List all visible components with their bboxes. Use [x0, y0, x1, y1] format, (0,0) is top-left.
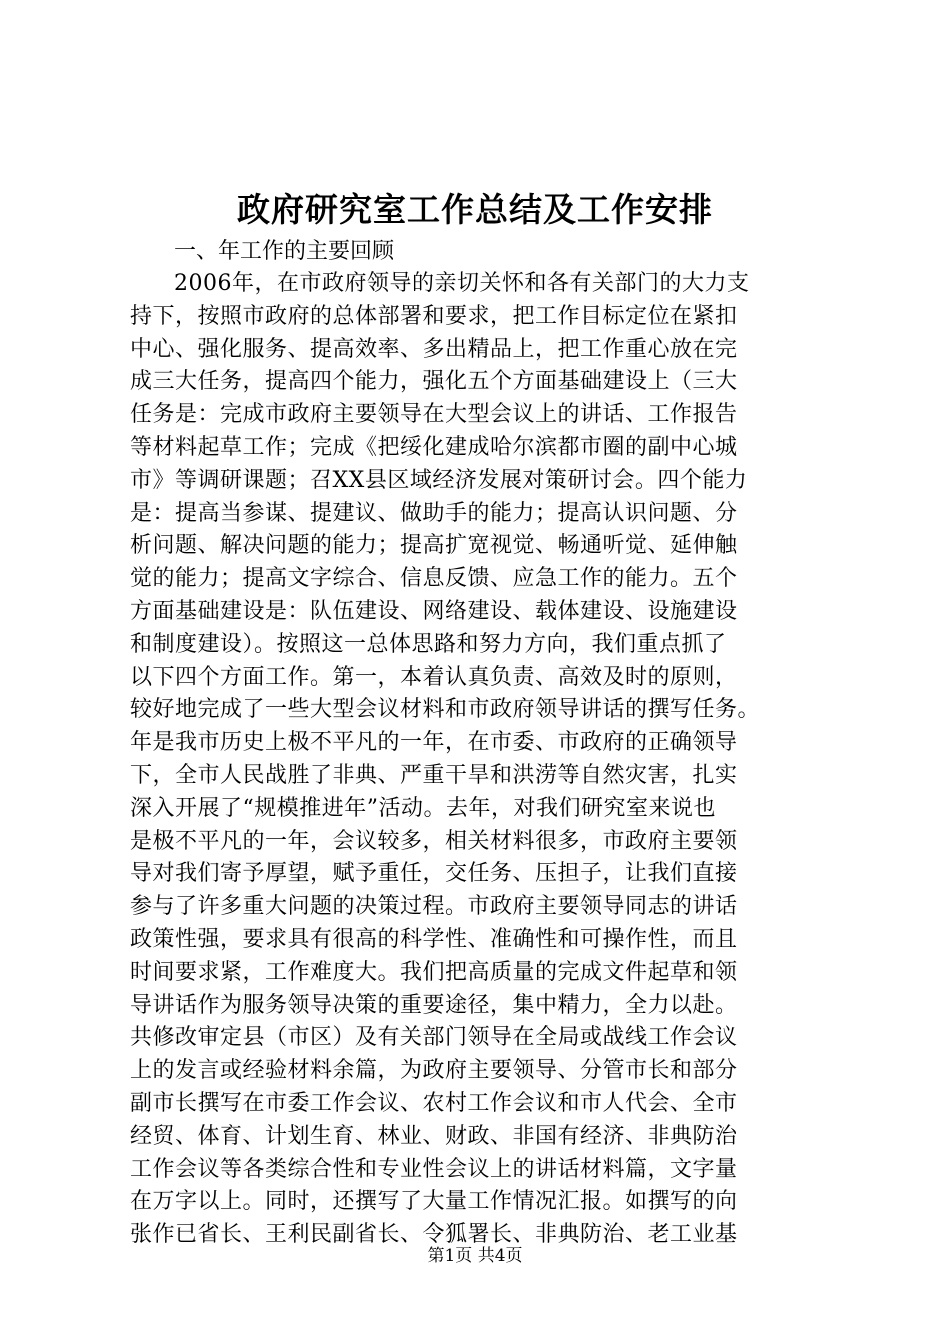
body-line: 觉的能力；提高文字综合、信息反馈、应急工作的能力。五个: [130, 566, 738, 592]
body-line: 导讲话作为服务领导决策的重要途径，集中精力，全力以赴。: [130, 992, 738, 1018]
body-text: [130, 268, 850, 1252]
body-line: 和制度建设）。按照这一总体思路和努力方向，我们重点抓了: [130, 631, 727, 657]
body-line: 参与了许多重大问题的决策过程。市政府主要领导同志的讲话: [130, 894, 738, 920]
body-line: 任务是：完成市政府主要领导在大型会议上的讲话、工作报告: [130, 402, 738, 428]
body-line: 年是我市历史上极不平凡的一年，在市委、市政府的正确领导: [130, 730, 738, 756]
body-line: 共修改审定县（市区）及有关部门领导在全局或战线工作会议: [130, 1025, 738, 1051]
body-line: 在万字以上。同时，还撰写了大量工作情况汇报。如撰写的向: [130, 1189, 738, 1215]
body-line: 经贸、体育、计划生育、林业、财政、非国有经济、非典防治: [130, 1123, 738, 1149]
section-heading: 一、年工作的主要回顾: [174, 239, 395, 264]
document-title: 政府研究室工作总结及工作安排: [237, 190, 713, 229]
body-line: 析问题、解决问题的能力；提高扩宽视觉、畅通听觉、延伸触: [130, 533, 738, 559]
body-line: 副市长撰写在市委工作会议、农村工作会议和市人代会、全市: [130, 1090, 738, 1116]
body-line: 持下，按照市政府的总体部署和要求，把工作目标定位在紧扣: [130, 303, 738, 329]
body-line: 以下四个方面工作。第一，本着认真负责、高效及时的原则，: [130, 664, 738, 690]
body-line: 上的发言或经验材料余篇，为政府主要领导、分管市长和部分: [130, 1058, 738, 1084]
body-line: 市》等调研课题；召XX县区域经济发展对策研讨会。四个能力: [130, 467, 748, 493]
body-line: 下，全市人民战胜了非典、严重干旱和洪涝等自然灾害，扎实: [130, 762, 738, 788]
body-line: 政策性强，要求具有很高的科学性、准确性和可操作性，而且: [130, 926, 738, 952]
body-line: 张作已省长、王利民副省长、令狐署长、非典防治、老工业基: [130, 1222, 738, 1248]
body-line: 导对我们寄予厚望，赋予重任，交任务、压担子，让我们直接: [130, 861, 738, 887]
body-line: 2006年，在市政府领导的亲切关怀和各有关部门的大力支: [174, 271, 750, 296]
body-line: 时间要求紧，工作难度大。我们把高质量的完成文件起草和领: [130, 959, 738, 985]
body-line: 工作会议等各类综合性和专业性会议上的讲话材料篇，文字量: [130, 1156, 738, 1182]
body-line: 方面基础建设是：队伍建设、网络建设、载体建设、设施建设: [130, 598, 738, 624]
body-line: 成三大任务，提高四个能力，强化五个方面基础建设上（三大: [130, 369, 738, 395]
body-line: 深入开展了“规模推进年”活动。去年，对我们研究室来说也: [130, 795, 716, 821]
body-line: 较好地完成了一些大型会议材料和市政府领导讲话的撰写任务。: [130, 697, 761, 723]
body-line: 等材料起草工作；完成《把绥化建成哈尔滨都市圈的副中心城: [130, 434, 738, 460]
body-line: 是：提高当参谋、提建议、做助手的能力；提高认识问题、分: [130, 500, 738, 526]
body-line: 是极不平凡的一年，会议较多，相关材料很多，市政府主要领: [130, 828, 738, 854]
body-line: 中心、强化服务、提高效率、多出精品上，把工作重心放在完: [130, 336, 738, 362]
page-footer: 第1页 共4页: [427, 1246, 523, 1266]
